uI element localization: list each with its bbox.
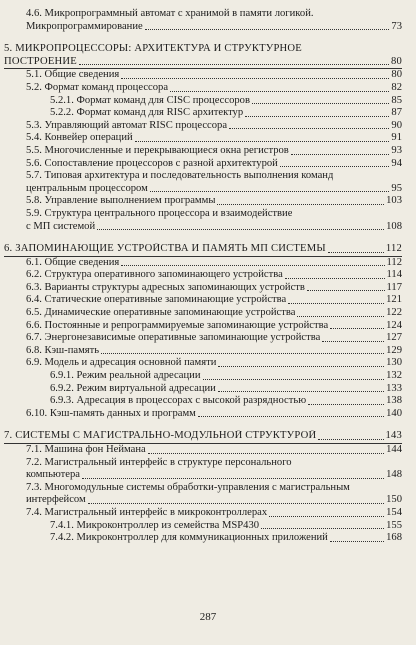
leader-dots bbox=[322, 341, 384, 342]
toc-entry bbox=[4, 520, 402, 533]
entry-title: 6.1. Общие сведения bbox=[26, 256, 120, 268]
toc-entry bbox=[4, 132, 402, 145]
entry-page: 87 bbox=[391, 107, 402, 119]
entry-title: 5.5. Многочисленные и перекрывающиеся окна регистров bbox=[26, 144, 289, 156]
entry-title: 5.1. Общие сведения bbox=[26, 69, 120, 81]
entry-page: 94 bbox=[391, 157, 402, 169]
entry-title: 5.8. Управление выполнением программы bbox=[26, 195, 216, 207]
leader-dots bbox=[198, 416, 384, 417]
toc-entry bbox=[4, 307, 402, 320]
leader-dots bbox=[135, 141, 390, 142]
entry-title: 5.2.1. Формат команд для CISC процессоров bbox=[50, 94, 250, 106]
leader-dots bbox=[308, 404, 384, 405]
toc-entry bbox=[4, 408, 402, 421]
leader-dots bbox=[269, 516, 384, 517]
leader-dots bbox=[252, 103, 389, 104]
leader-dots bbox=[203, 379, 385, 380]
entry-page: 124 bbox=[386, 319, 402, 331]
entry-title: 7.3. Многомодульные системы обработки-управления с магистральным bbox=[26, 481, 350, 493]
entry-title: 5.2. Формат команд процессора bbox=[26, 81, 169, 93]
entry-page: 85 bbox=[391, 94, 402, 106]
entry-title: 6.8. Кэш-память bbox=[26, 344, 100, 356]
toc-entry bbox=[4, 95, 402, 108]
entry-page: 95 bbox=[391, 182, 402, 194]
entry-title: 7. СИСТЕМЫ С МАГИСТРАЛЬНО-МОДУЛЬНОЙ СТРУКТУРОЙ bbox=[4, 430, 317, 442]
leader-dots bbox=[145, 29, 390, 30]
entry-title: 5.7. Типовая архитектура и последовательность выполнения команд bbox=[26, 170, 334, 182]
section-gap bbox=[4, 420, 402, 430]
entry-title: 6.7. Энергонезависимые оперативные запоминающие устройства bbox=[26, 332, 321, 344]
entry-title: 7.4.2. Микроконтроллер для коммуникационных приложений bbox=[50, 532, 328, 544]
section-gap bbox=[4, 233, 402, 243]
entry-title: 5.9. Структура центрального процессора и взаимодействие bbox=[26, 207, 293, 219]
entry-page: 91 bbox=[391, 132, 402, 144]
entry-title: 7.1. Машина фон Неймана bbox=[26, 444, 146, 455]
toc-entry bbox=[4, 532, 402, 545]
entry-title: 6.10. Кэш-память данных и программ bbox=[26, 407, 196, 419]
leader-dots bbox=[150, 191, 390, 192]
leader-dots bbox=[82, 478, 384, 479]
entry-title-continued: компьютера bbox=[26, 469, 81, 481]
entry-title: 6.9.2. Режим виртуальной адресации bbox=[50, 382, 216, 394]
entry-title: 6.2. Структура оперативного запоминающего устройства bbox=[26, 269, 283, 281]
entry-page: 103 bbox=[386, 195, 402, 207]
toc-entry bbox=[4, 370, 402, 383]
entry-page: 121 bbox=[386, 294, 402, 306]
entry-page: 112 bbox=[386, 256, 402, 268]
leader-dots bbox=[148, 453, 384, 454]
leader-dots bbox=[261, 528, 384, 529]
toc-entry bbox=[4, 69, 402, 82]
entry-title: 5. МИКРОПРОЦЕССОРЫ: АРХИТЕКТУРА И СТРУКТУРНОЕ bbox=[4, 43, 302, 55]
entry-page: 129 bbox=[386, 344, 402, 356]
toc-entry bbox=[4, 195, 402, 208]
leader-dots bbox=[307, 290, 385, 291]
entry-title: 5.2.2. Формат команд для RISC архитектур bbox=[50, 107, 244, 119]
entry-title: 7.4. Магистральный интерфейс в микроконтроллерах bbox=[26, 506, 268, 518]
entry-page: 122 bbox=[386, 307, 402, 319]
toc-chapter bbox=[4, 243, 402, 257]
entry-page: 143 bbox=[385, 430, 402, 442]
entry-page: 144 bbox=[386, 444, 402, 455]
leader-dots bbox=[245, 116, 389, 117]
entry-title: 5.3. Управляющий автомат RISC процессора bbox=[26, 119, 228, 131]
entry-page: 138 bbox=[386, 395, 402, 407]
toc-entry bbox=[4, 145, 402, 158]
toc-entry bbox=[4, 444, 402, 457]
leader-dots bbox=[217, 204, 384, 205]
entry-page: 112 bbox=[385, 243, 402, 255]
toc-chapter bbox=[4, 430, 402, 444]
leader-dots bbox=[170, 91, 389, 92]
entry-title: 7.2. Магистральный интерфейс в структуре персонального bbox=[26, 456, 292, 468]
entry-title-continued: интерфейсом bbox=[26, 494, 86, 506]
entry-title-continued: Микропрограммирование bbox=[26, 20, 143, 32]
toc-entry bbox=[4, 269, 402, 282]
section-gap bbox=[4, 33, 402, 43]
toc-entry bbox=[4, 320, 402, 333]
entry-title-continued: с МП системой bbox=[26, 220, 96, 232]
toc-entry bbox=[4, 282, 402, 295]
toc-entry bbox=[4, 170, 402, 195]
leader-dots bbox=[328, 252, 384, 253]
toc-entry bbox=[4, 357, 402, 370]
entry-page: 73 bbox=[391, 20, 402, 32]
entry-title: 6. ЗАПОМИНАЮЩИЕ УСТРОЙСТВА И ПАМЯТЬ МП СИСТЕМЫ bbox=[4, 243, 326, 255]
leader-dots bbox=[101, 353, 384, 354]
entry-title: 4.6. Микропрограммный автомат с хранимой в памяти логикой. bbox=[26, 8, 314, 19]
entry-title: 6.9. Модель и адресация основной памяти bbox=[26, 357, 217, 369]
entry-title-continued: ПОСТРОЕНИЕ bbox=[4, 55, 77, 67]
entry-page: 80 bbox=[391, 55, 402, 67]
toc-chapter bbox=[4, 43, 402, 69]
leader-dots bbox=[318, 439, 383, 440]
leader-dots bbox=[330, 541, 384, 542]
entry-page: 127 bbox=[386, 332, 402, 344]
entry-page: 93 bbox=[391, 144, 402, 156]
toc-entry bbox=[4, 294, 402, 307]
leader-dots bbox=[121, 78, 389, 79]
entry-title: 6.6. Постоянные и репрограммируемые запоминающие устройства bbox=[26, 319, 329, 331]
toc-entry bbox=[4, 395, 402, 408]
entry-title: 5.4. Конвейер операций bbox=[26, 132, 133, 144]
entry-page: 155 bbox=[386, 519, 402, 531]
toc-entry bbox=[4, 120, 402, 133]
entry-title-continued: центральным процессором bbox=[26, 182, 148, 194]
table-of-contents bbox=[4, 8, 402, 545]
entry-page: 117 bbox=[386, 281, 402, 293]
toc-entry bbox=[4, 383, 402, 396]
toc-entry bbox=[4, 482, 402, 507]
entry-page: 168 bbox=[386, 532, 402, 544]
leader-dots bbox=[79, 64, 389, 65]
leader-dots bbox=[218, 366, 384, 367]
entry-page: 154 bbox=[386, 506, 402, 518]
entry-page: 108 bbox=[386, 220, 402, 232]
leader-dots bbox=[297, 316, 384, 317]
toc-entry bbox=[4, 507, 402, 520]
entry-page: 132 bbox=[386, 370, 402, 382]
entry-title: 6.3. Варианты структуры адресных запоминающих устройств bbox=[26, 281, 305, 293]
entry-page: 82 bbox=[391, 81, 402, 93]
entry-page: 130 bbox=[386, 357, 402, 369]
leader-dots bbox=[229, 128, 389, 129]
page-number: 287 bbox=[199, 611, 217, 623]
leader-dots bbox=[121, 265, 384, 266]
leader-dots bbox=[280, 166, 390, 167]
entry-page: 150 bbox=[386, 494, 402, 506]
entry-title: 6.4. Статические оперативные запоминающие устройства bbox=[26, 294, 287, 306]
toc-entry bbox=[4, 208, 402, 233]
toc-entry bbox=[4, 158, 402, 171]
entry-title: 6.9.1. Режим реальной адресации bbox=[50, 370, 201, 382]
entry-title: 5.6. Сопоставление процессоров с разной архитектурой bbox=[26, 157, 278, 169]
toc-entry bbox=[4, 345, 402, 358]
entry-page: 114 bbox=[386, 269, 402, 281]
entry-page: 140 bbox=[386, 407, 402, 419]
toc-entry bbox=[4, 8, 402, 33]
entry-page: 148 bbox=[386, 469, 402, 481]
leader-dots bbox=[97, 229, 384, 230]
entry-title: 6.5. Динамические оперативные запоминающие устройства bbox=[26, 307, 296, 319]
toc-entry bbox=[4, 332, 402, 345]
toc-entry bbox=[4, 107, 402, 120]
toc-entry bbox=[4, 457, 402, 482]
leader-dots bbox=[330, 328, 384, 329]
leader-dots bbox=[285, 278, 385, 279]
toc-entry bbox=[4, 82, 402, 95]
entry-title: 6.9.3. Адресация в процессорах с высокой разрядностью bbox=[50, 395, 307, 407]
leader-dots bbox=[218, 391, 384, 392]
leader-dots bbox=[88, 503, 384, 504]
entry-title: 7.4.1. Микроконтроллер из семейства MSP430 bbox=[50, 519, 260, 531]
entry-page: 133 bbox=[386, 382, 402, 394]
leader-dots bbox=[291, 154, 390, 155]
leader-dots bbox=[288, 303, 384, 304]
entry-page: 90 bbox=[391, 119, 402, 131]
entry-page: 80 bbox=[391, 69, 402, 81]
toc-entry bbox=[4, 257, 402, 270]
